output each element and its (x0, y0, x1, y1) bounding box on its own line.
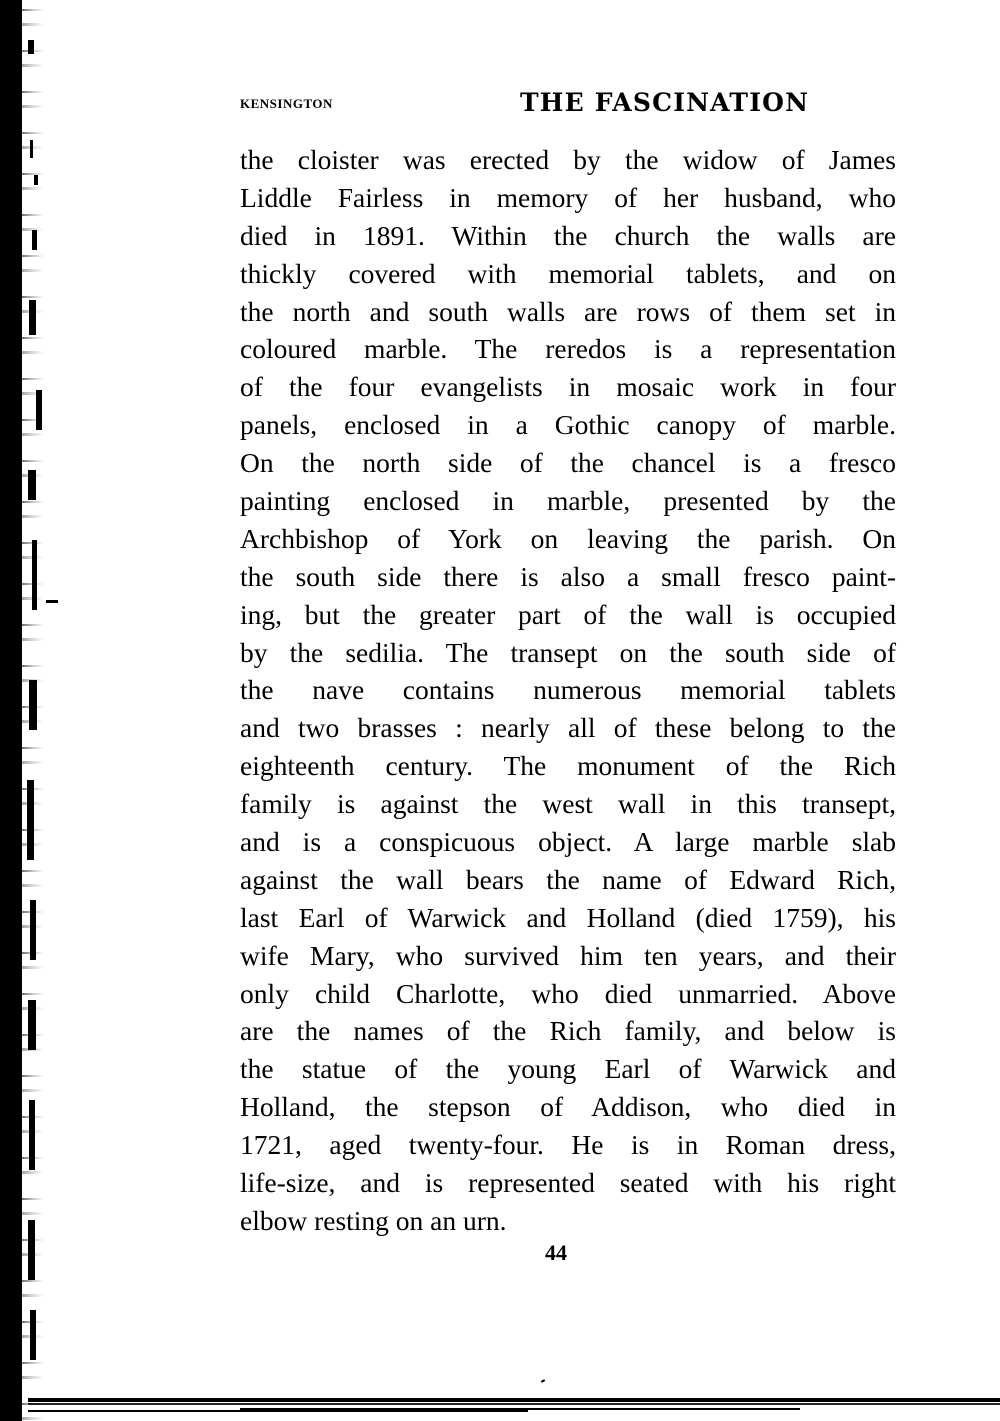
text-line: the statue of the young Earl of Warwick and (240, 1053, 896, 1085)
text-line: of the four evangelists in mosaic work in four (240, 371, 896, 403)
text-line: Archbishop of York on leaving the parish. On (240, 522, 896, 554)
running-header (240, 88, 860, 118)
binding-specks (26, 0, 50, 1421)
text-line: coloured marble. The reredos is a representation (240, 333, 896, 365)
text-line: life-size, and is represented seated with his right (240, 1167, 896, 1199)
page-number: 44 (545, 1240, 567, 1265)
running-head-title: THE FASCINATION (520, 88, 810, 117)
text-line: the south side there is also a small fresco paint- (240, 560, 896, 592)
text-line: and two brasses : nearly all of these belong to the (240, 712, 896, 744)
text-line: the cloister was erected by the widow of James (240, 144, 896, 175)
text-line: died in 1891. Within the church the walls are (240, 219, 896, 251)
text-line: 1721, aged twenty-four. He is in Roman dress, (240, 1129, 896, 1161)
text-line: family is against the west wall in this transept, (240, 788, 896, 820)
body-text (240, 141, 896, 1240)
text-line: against the wall bears the name of Edward Rich, (240, 863, 896, 895)
text-line: last Earl of Warwick and Holland (died 1759), his (240, 901, 896, 933)
text-line: Liddle Fairless in memory of her husband, who (240, 181, 896, 213)
page-binding-edge (0, 0, 22, 1421)
running-head-section: KENSINGTON (240, 96, 333, 111)
text-line: elbow resting on an urn. (240, 1204, 507, 1236)
page-bottom-edge-lower-right (240, 1408, 800, 1410)
page-bottom-edge-shadow (28, 1403, 1000, 1405)
text-line: by the sedilia. The transept on the south side of (240, 636, 896, 668)
text-line: Holland, the stepson of Addison, who died in (240, 1091, 896, 1123)
text-line: the north and south walls are rows of them set in (240, 295, 896, 327)
text-line: painting enclosed in marble, presented by the (240, 485, 896, 517)
text-line: ing, but the greater part of the wall is occupied (240, 598, 896, 630)
text-line: On the north side of the chancel is a fresco (240, 447, 896, 479)
text-line: the nave contains numerous memorial tablets (240, 674, 896, 706)
text-line: thickly covered with memorial tablets, and on (240, 257, 896, 289)
text-line: are the names of the Rich family, and below is (240, 1015, 896, 1047)
text-line: eighteenth century. The monument of the Rich (240, 750, 896, 782)
page-bottom-edge (28, 1398, 1000, 1402)
text-line: wife Mary, who survived him ten years, and their (240, 939, 896, 971)
text-line: only child Charlotte, who died unmarried. Above (240, 977, 896, 1009)
text-line: and is a conspicuous object. A large marble slab (240, 826, 896, 858)
scan-speck (541, 1379, 545, 1383)
text-line: panels, enclosed in a Gothic canopy of marble. (240, 409, 896, 441)
page-bottom-edge-lower (28, 1410, 528, 1412)
